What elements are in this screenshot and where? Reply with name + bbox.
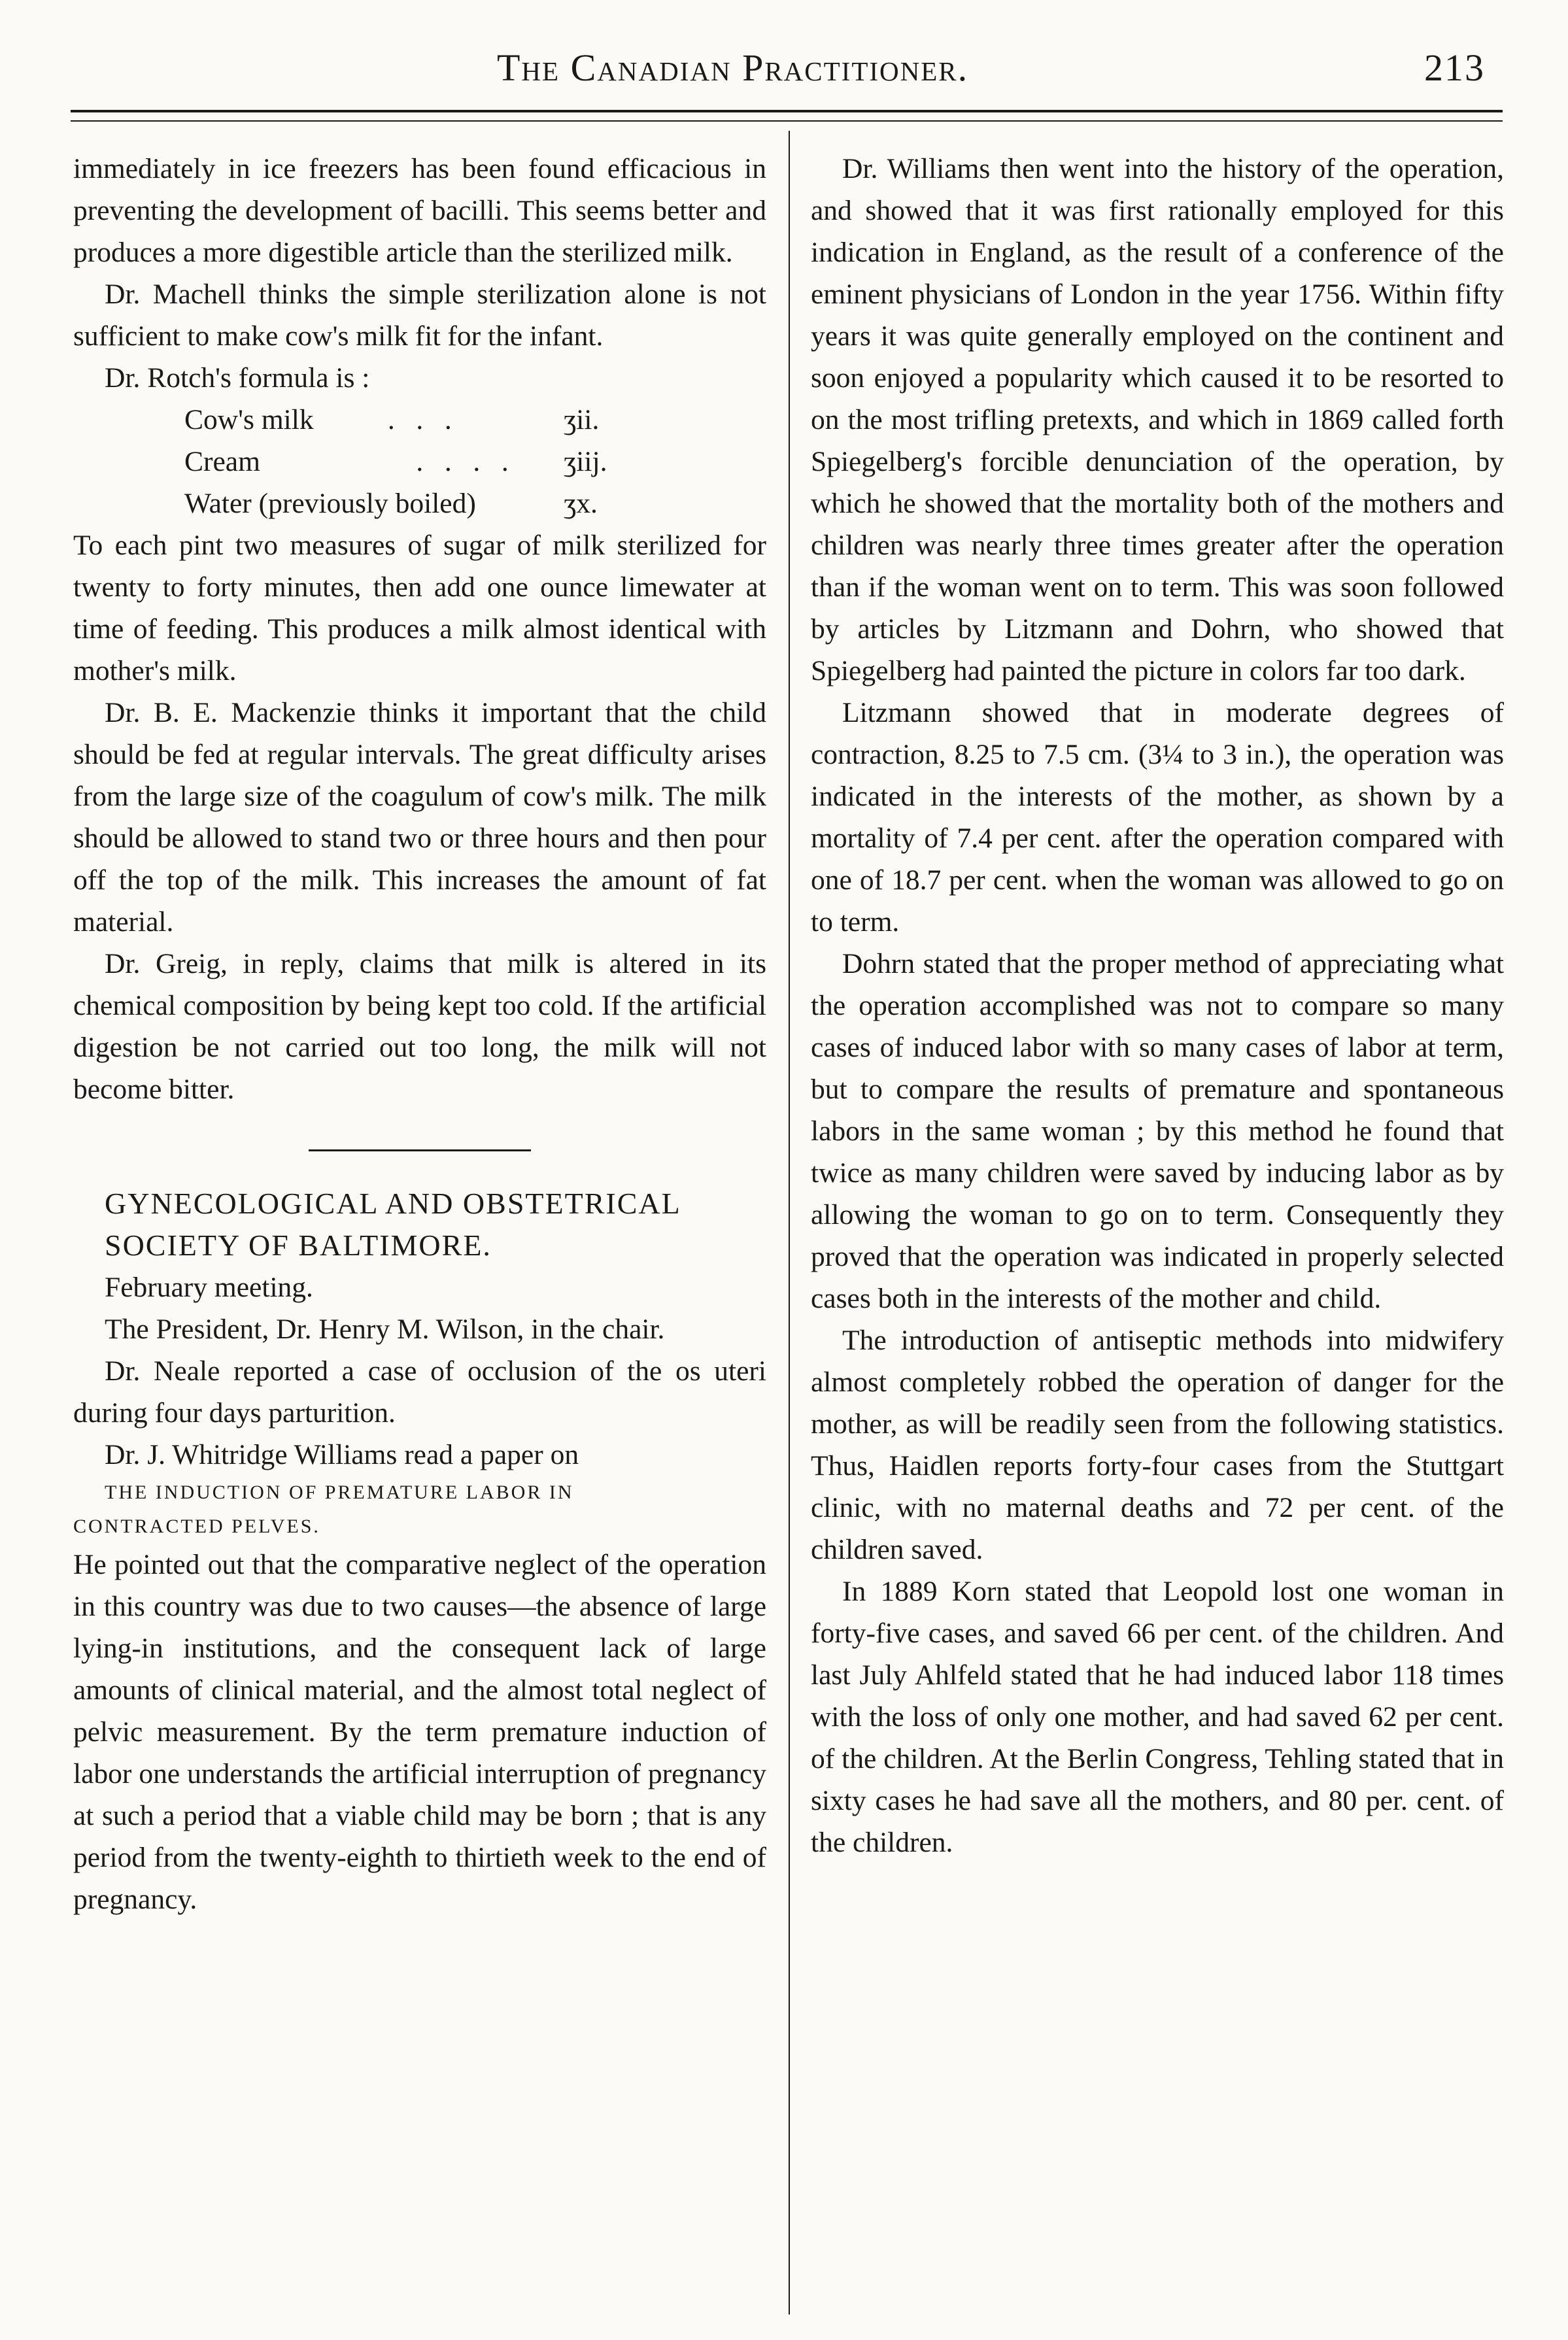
meeting-label: February meeting. — [105, 1272, 313, 1303]
formula-ingredient: Water (previously boiled) — [184, 488, 476, 519]
paragraph: Litzmann showed that in moderate degrees of contraction, 8.25 to 7.5 cm. (3¼ to 3 in.), the operation was indicated in the interests of the mother, as shown by a mortality of 7.4 per cent. after the operation compared with one of 18.7 per cent. when the woman was allowed to go on to term. — [811, 697, 1504, 938]
section-divider — [309, 1149, 531, 1151]
formula-ingredient: Cow's milk — [184, 404, 314, 435]
paper-title-line: THE INDUCTION OF PREMATURE LABOR IN — [105, 1482, 574, 1503]
paragraph: immediately in ice freezers has been found efficacious in preventing the development of bacilli. This seems better and produces a more digestible article than the sterilized milk. — [73, 153, 766, 268]
left-column — [73, 148, 766, 1920]
paragraph: Dr. Williams then went into the history of the operation, and showed that it was first rationally employed for this indication in England, as the result of a conference of the eminent physicians of London in the year 1756. Within fifty years it was quite generally employed on the continent and soon enjoyed a popularity which caused it to be resorted to on the most trifling pretexts, and which in 1869 called forth Spiegelberg's forcible denunciation of the operation, by which he showed that the mortality both of the mothers and children was nearly three times greater after the operation than if the woman went on to term. This was soon followed by articles by Litzmann and Dohrn, who showed that Spiegelberg had painted the picture in colors far too dark. — [811, 153, 1504, 687]
formula-quantity: ʒiij. — [564, 446, 607, 477]
paragraph: In 1889 Korn stated that Leopold lost one woman in forty-five cases, and saved 66 per cent. of the children. And last July Ahlfeld stated that he had induced labor 118 times with the loss of only one mother, and had saved 62 per cent. of the children. At the Berlin Congress, Tehling stated that in sixty cases he had save all the mothers, and 80 per. cent. of the children. — [811, 1576, 1504, 1858]
paper-title-line: CONTRACTED PELVES. — [73, 1516, 320, 1537]
section-heading: GYNECOLOGICAL AND OBSTETRICAL — [105, 1187, 681, 1220]
paragraph: Dr. Neale reported a case of occlusion of the os uteri during four days parturition. — [73, 1355, 766, 1429]
paragraph: He pointed out that the comparative neglect of the operation in this country was due to two causes—the absence of large lying-in institutions, and the consequent lack of large amounts of clinical material, and the almost total neglect of pelvic measurement. By the term premature induction of labor one understands the artificial interruption of pregnancy at such a period that a viable child may be born ; that is any period from the twenty-eighth to thirtieth week to the end of pregnancy. — [73, 1549, 766, 1915]
column-divider — [789, 131, 790, 2315]
header-rule-thick — [71, 110, 1503, 112]
paper-title — [73, 1476, 766, 1544]
paragraph: Dohrn stated that the proper method of appreciating what the operation accomplished was not to compare so many cases of induced labor with so many cases of labor at term, but to compare the results of premature and spontaneous labors in the same woman ; by this method he found that twice as many children were saved by inducing labor as by allowing the woman to go on to term. Consequently they proved that the operation was indicated in properly selected cases both in the interests of the mother and child. — [811, 948, 1504, 1314]
formula-row — [73, 483, 766, 524]
section-heading: SOCIETY OF BALTIMORE. — [105, 1229, 492, 1262]
paragraph: Dr. Greig, in reply, claims that milk is altered in its chemical composition by being kept too cold. If the artificial digestion be not carried out too long, the milk will not become bitter. — [73, 948, 766, 1105]
formula-quantity: ʒii. — [564, 404, 600, 435]
formula-table — [73, 399, 766, 524]
formula-ingredient: Cream — [184, 446, 260, 477]
right-column — [811, 148, 1504, 1863]
paragraph: Dr. J. Whitridge Williams read a paper on — [105, 1439, 579, 1470]
page-header — [0, 46, 1568, 105]
paragraph: The President, Dr. Henry M. Wilson, in the chair. — [105, 1314, 665, 1345]
paragraph: Dr. B. E. Mackenzie thinks it important that the child should be fed at regular intervals. The great difficulty arises from the large size of the coagulum of cow's milk. The milk should be allowed to stand two or three hours and then pour off the top of the milk. This increases the amount of fat material. — [73, 697, 766, 938]
page-number: 213 — [1424, 46, 1485, 89]
paragraph: Dr. Machell thinks the simple sterilization alone is not sufficient to make cow's milk fit for the infant. — [73, 279, 766, 352]
formula-leader: . . . — [381, 404, 452, 435]
formula-row — [73, 441, 766, 483]
formula-row — [73, 399, 766, 441]
paragraph: The introduction of antiseptic methods into midwifery almost completely robbed the operation of danger for the mother, as will be readily seen from the following statistics. Thus, Haidlen reports forty-four cases from the Stuttgart clinic, with no maternal deaths and 72 per cent. of the children saved. — [811, 1325, 1504, 1565]
header-rule-thin — [71, 120, 1503, 122]
formula-leader: . . . . — [381, 446, 509, 477]
paragraph: Dr. Rotch's formula is : — [105, 362, 370, 394]
running-title: The Canadian Practitioner. — [497, 46, 969, 89]
formula-quantity: ʒx. — [564, 488, 598, 519]
paragraph: To each pint two measures of sugar of milk sterilized for twenty to forty minutes, then add one ounce limewater at time of feeding. This produces a milk almost identical with mother's milk. — [73, 530, 766, 687]
